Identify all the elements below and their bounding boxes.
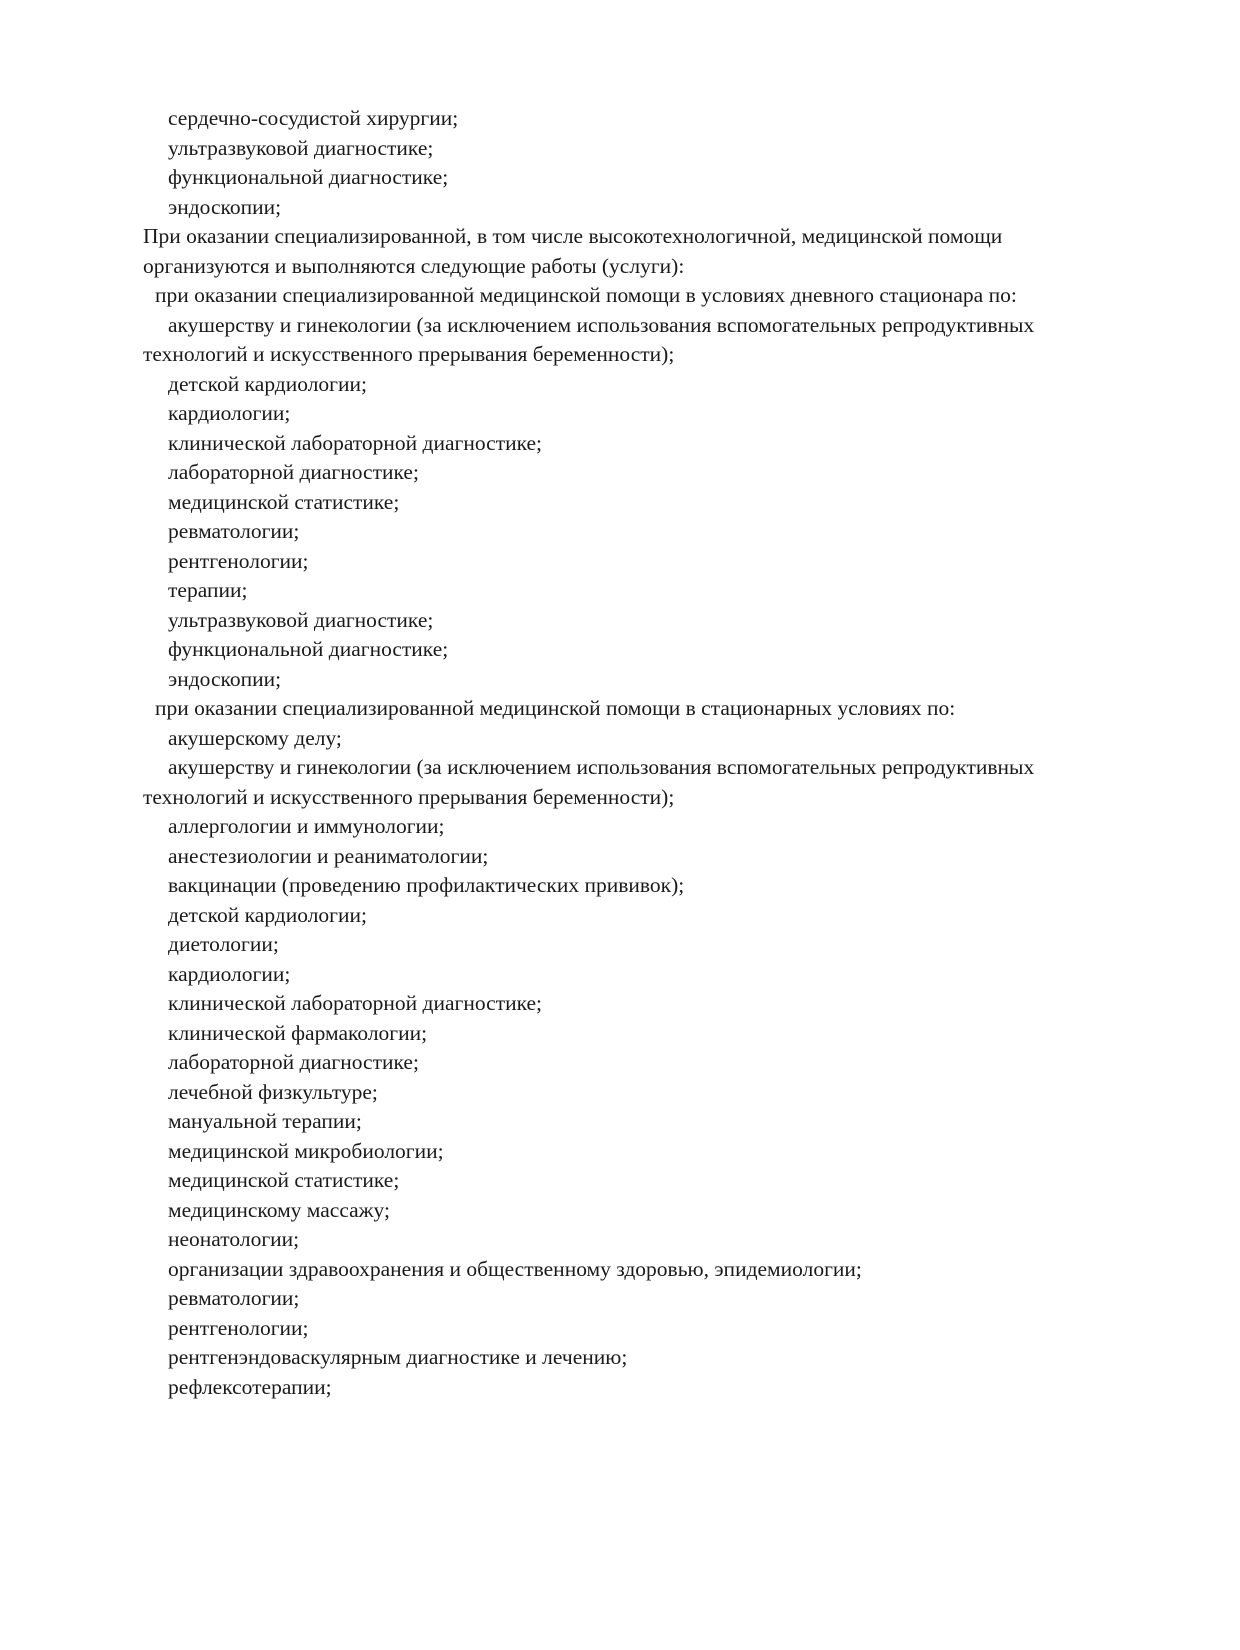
text-line: акушерскому делу; (168, 725, 342, 750)
text-line: сердечно-сосудистой хирургии; (168, 106, 459, 130)
text-line: функциональной диагностике; (168, 637, 449, 661)
text-line: рентгенэндоваскулярным диагностике и лечению; (168, 1345, 628, 1369)
text-line: лечебной физкультуре; (168, 1079, 378, 1104)
text-line: терапии; (168, 578, 248, 602)
text-line: ультразвуковой диагностике; (168, 607, 434, 632)
text-line: функциональной диагностике; (168, 165, 449, 189)
text-line: при оказании специализированной медицинской помощи в стационарных условиях по: (155, 696, 956, 720)
text-line: аллергологии и иммунологии; (168, 814, 445, 838)
text-line: медицинскому массажу; (168, 1197, 390, 1222)
text-line: кардиологии; (168, 401, 291, 425)
text-line: клинической лабораторной диагностике; (168, 430, 543, 455)
text-line: диетологии; (168, 932, 279, 956)
text-line: технологий и искусственного прерывания беременности); (143, 784, 675, 809)
text-line: лабораторной диагностике; (168, 1050, 419, 1074)
text-line: рефлексотерапии; (168, 1374, 332, 1399)
text-line: акушерству и гинекологии (за исключением использования вспомогательных репродуктивных (168, 755, 1035, 779)
document-body (0, 104, 1240, 1402)
text-line: организуются и выполняются следующие работы (услуги): (143, 253, 685, 278)
text-line: При оказании специализированной, в том числе высокотехнологичной, медицинской помощи (143, 224, 1003, 248)
text-line: ревматологии; (168, 1286, 300, 1310)
text-line: технологий и искусственного прерывания беременности); (143, 342, 675, 366)
text-line: акушерству и гинекологии (за исключением использования вспомогательных репродуктивных (168, 312, 1035, 337)
text-line: медицинской статистике; (168, 489, 400, 514)
text-line: рентгенологии; (168, 548, 309, 573)
text-line: клинической фармакологии; (168, 1020, 428, 1045)
text-line: кардиологии; (168, 961, 291, 986)
text-line: неонатологии; (168, 1227, 300, 1251)
text-line: эндоскопии; (168, 666, 282, 691)
text-line: анестезиологии и реаниматологии; (168, 843, 489, 868)
text-line: ультразвуковой диагностике; (168, 135, 434, 160)
text-line: лабораторной диагностике; (168, 460, 419, 484)
text-line: детской кардиологии; (168, 902, 367, 927)
text-line: мануальной терапии; (168, 1109, 362, 1133)
text-line: медицинской статистике; (168, 1168, 400, 1192)
text-line: детской кардиологии; (168, 371, 367, 396)
text-line: медицинской микробиологии; (168, 1138, 444, 1163)
text-line: клинической лабораторной диагностике; (168, 991, 543, 1015)
text-line: организации здравоохранения и общественному здоровью, эпидемиологии; (168, 1256, 862, 1281)
text-line: при оказании специализированной медицинской помощи в условиях дневного стационара по: (155, 283, 1017, 307)
text-line: вакцинации (проведению профилактических прививок); (168, 873, 685, 897)
text-line: ревматологии; (168, 519, 300, 543)
text-line: эндоскопии; (168, 194, 282, 219)
text-line: рентгенологии; (168, 1315, 309, 1340)
